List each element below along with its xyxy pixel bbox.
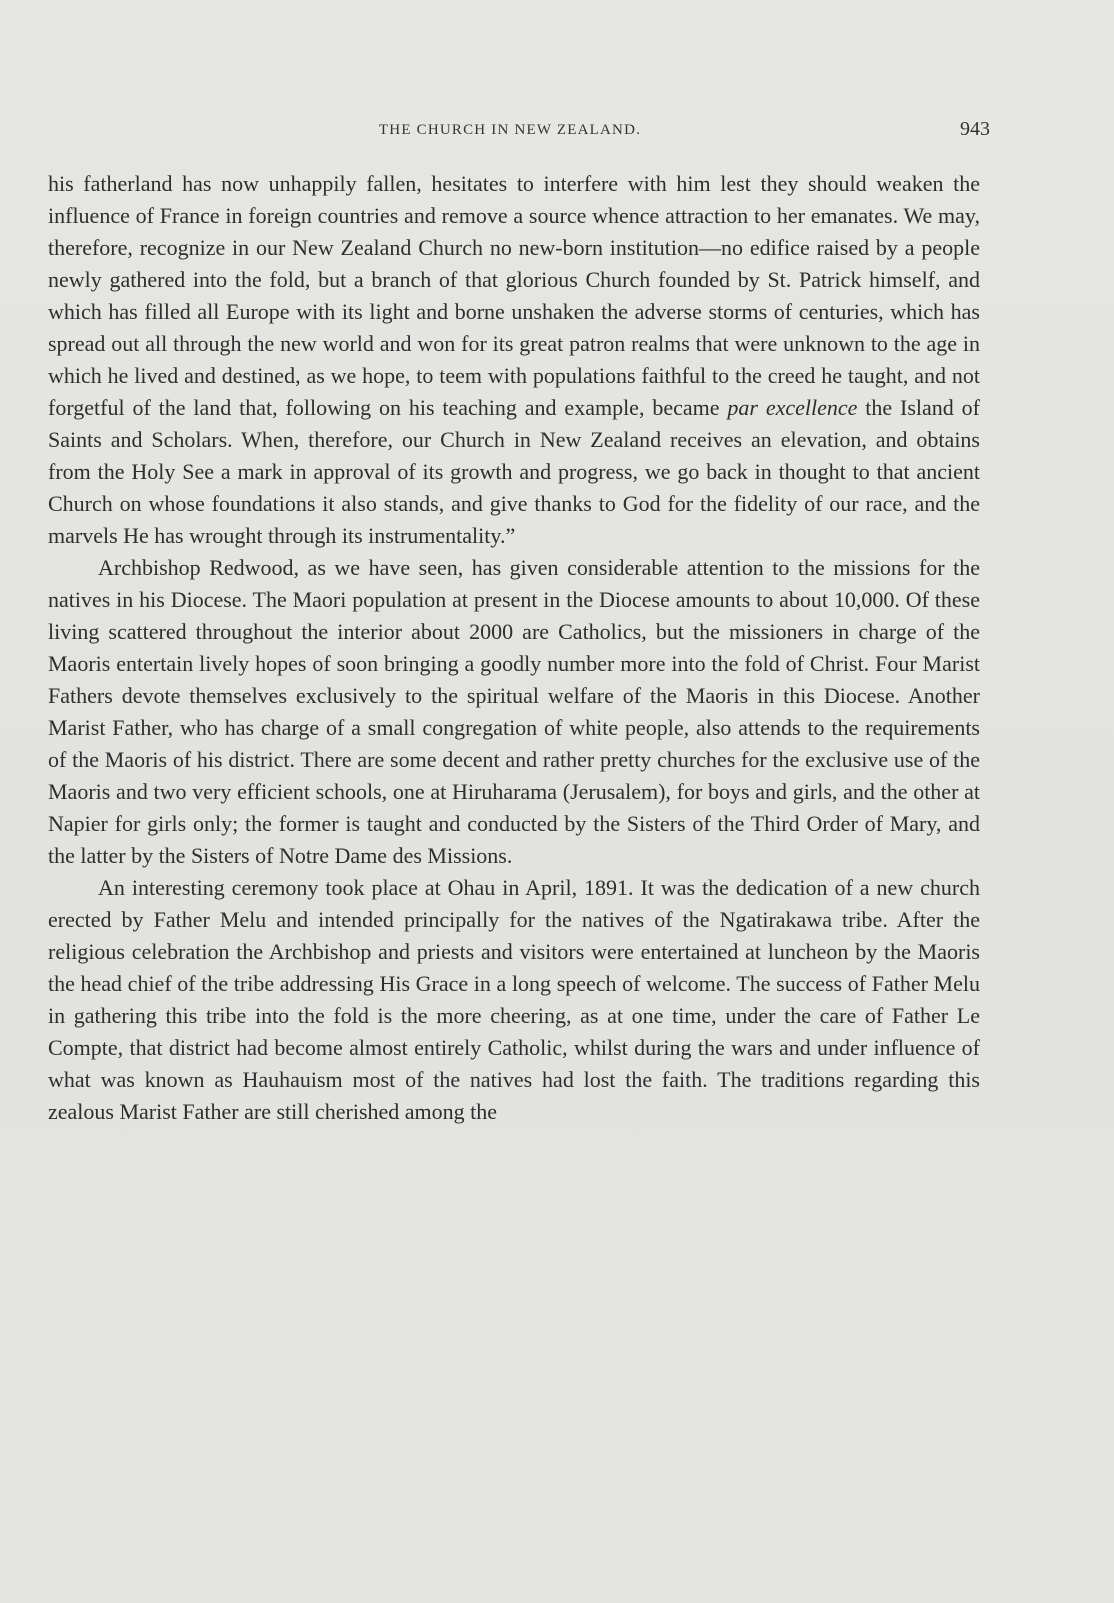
- paragraph-continuation: [48, 168, 980, 552]
- paragraph-archbishop-redwood: Archbishop Redwood, as we have seen, has given considerable attention to the missions for the natives in his Diocese. The Maori population at present in the Diocese amounts to about 10,000. Of these living scattered throughout the interior about 2000 are Catholics, but the missioners in charge of the Maoris entertain lively hopes of soon bringing a goodly number more into the fold of Christ. Four Marist Fathers devote themselves exclusively to the spiritual welfare of the Maoris in this Diocese. Another Marist Father, who has charge of a small congregation of white people, also attends to the requirements of the Maoris of his district. There are some decent and rather pretty churches for the exclusive use of the Maoris and two very efficient schools, one at Hiruharama (Jerusalem), for boys and girls, and the other at Napier for girls only; the former is taught and conducted by the Sisters of the Third Order of Mary, and the latter by the Sisters of Notre Dame des Missions.: [48, 555, 980, 868]
- paragraph-text: his fatherland has now unhappily fallen, hesitates to interfere with him lest they should weaken the influence of France in foreign countries and remove a source whence attraction to her emanates. We may, therefore, recognize in our New Zealand Church no new-born institution—no edifice raised by a people newly gathered into the fold, but a branch of that glorious Church founded by St. Patrick himself, and which has filled all Europe with its light and borne unshaken the adverse storms of centuries, which has spread out all through the new world and won for its great patron realms that were unknown to the age in which he lived and destined, as we hope, to teem with populations faithful to the creed he taught, and not forgetful of the land that, following on his teaching and example, became: [48, 171, 980, 420]
- paragraph-ohau-ceremony: An interesting ceremony took place at Ohau in April, 1891. It was the dedication of a new church erected by Father Melu and intended principally for the natives of the Ngatirakawa tribe. After the religious celebration the Archbishop and priests and visitors were entertained at luncheon by the Maoris the head chief of the tribe addressing His Grace in a long speech of welcome. The success of Father Melu in gathering this tribe into the fold is the more cheering, as at one time, under the care of Father Le Compte, that district had become almost entirely Catholic, whilst during the wars and under influence of what was known as Hauhauism most of the natives had lost the faith. The traditions regarding this zealous Marist Father are still cherished among the: [48, 875, 980, 1124]
- body-text: [48, 168, 980, 1128]
- italic-phrase: par excellence: [727, 395, 858, 420]
- paragraph-text: the Island of Saints and Scholars. When, therefore, our Church in New Zealand receives an elevation, and obtains from the Holy See a mark in approval of its growth and progress, we go back in thought to that ancient Church on whose foundations it also stands, and give thanks to God for the fidelity of our race, and the marvels He has wrought through its instrumentality.”: [48, 395, 981, 548]
- running-head: [0, 118, 1114, 148]
- page-number: 943: [960, 118, 990, 140]
- running-title: THE CHURCH IN NEW ZEALAND.: [378, 122, 642, 138]
